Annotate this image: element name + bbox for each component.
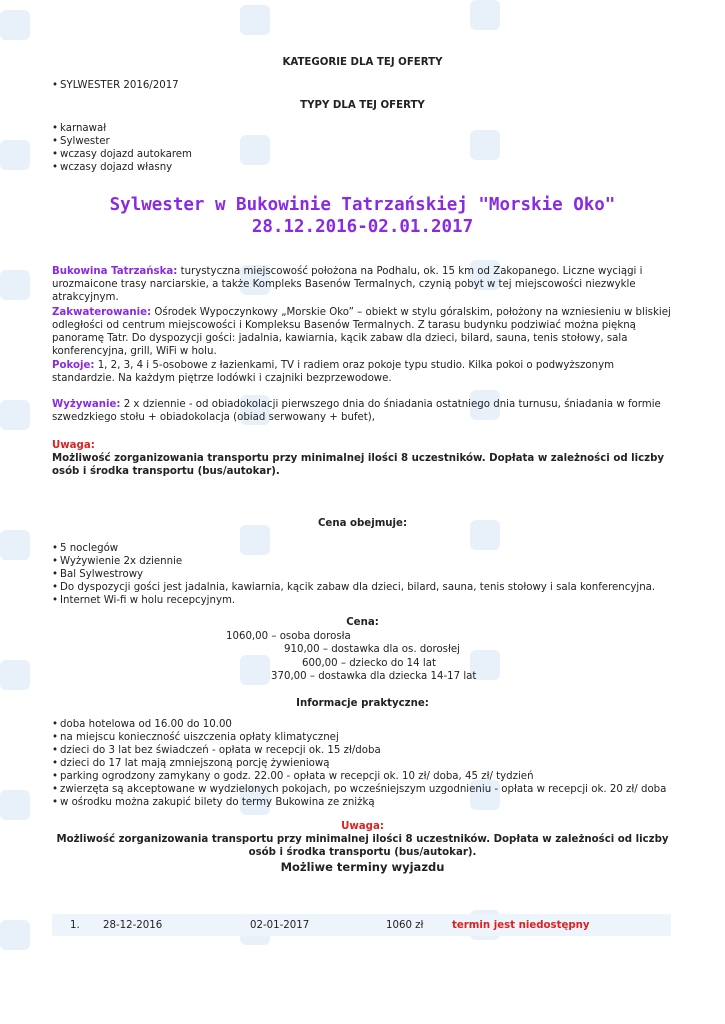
list-item: • na miejscu konieczność uiszczenia opłaty klimatycznej	[52, 731, 666, 744]
bukowina-text: turystyczna miejscowość położona na Podhalu, ok. 15 km od Zakopanego. Liczne wyciągi i urozmaicone trasy narciarskie, a także Kompleks Basenów Termalnych, czynią pobyt w tej miejscowości niezwykle atrakcyjnym.	[52, 266, 643, 303]
owl-logo-icon	[240, 135, 270, 165]
pokoje-paragraph	[52, 359, 673, 385]
list-item: • wczasy dojazd autokarem	[52, 148, 192, 161]
dates-table-row	[52, 914, 671, 936]
zakwaterowanie-paragraph	[52, 306, 673, 358]
owl-logo-icon	[0, 920, 30, 950]
owl-logo-icon	[240, 5, 270, 35]
row-price: 1060 zł	[386, 920, 424, 931]
uwaga-text: Możliwość zorganizowania transportu przy minimalnej ilości 8 uczestników. Dopłata w zależności od liczby osób i środka transportu (bus/autokar).	[52, 453, 665, 477]
list-item: • wczasy dojazd własny	[52, 161, 192, 174]
list-item: • Bal Sylwestrowy	[52, 568, 655, 581]
title-line-2: 28.12.2016-02.01.2017	[251, 217, 474, 237]
row-number: 1.	[70, 920, 80, 931]
pokoje-text: 1, 2, 3, 4 i 5-osobowe z łazienkami, TV i radiem oraz pokoje typu studio. Kilka pokoi o podwyższonym standardzie. Na każdym piętrze lodówki i czajniki bezprzewodowe.	[52, 360, 615, 384]
list-item: • Sylwester	[52, 135, 192, 148]
owl-logo-icon	[0, 140, 30, 170]
title-line-1: Sylwester w Bukowinie Tatrzańskiej "Morskie Oko"	[109, 195, 616, 215]
wyzywienie-paragraph	[52, 398, 673, 424]
categories-list	[52, 79, 179, 92]
owl-logo-icon	[0, 400, 30, 430]
list-item: • Internet Wi-fi w holu recepcyjnym.	[52, 594, 655, 607]
zakwaterowanie-label: Zakwaterowanie:	[52, 307, 152, 318]
owl-logo-icon	[240, 655, 270, 685]
price-line: 370,00 – dostawka dla dziecka 14-17 lat	[271, 671, 477, 682]
bukowina-paragraph	[52, 265, 673, 304]
uwaga-text: Możliwość zorganizowania transportu przy minimalnej ilości 8 uczestników. Dopłata w zależności od liczby osób i środka transportu (bus/autokar).	[56, 834, 669, 858]
zakwaterowanie-text: Ośrodek Wypoczynkowy „Morskie Oko” – obiekt w stylu góralskim, położony na wzniesieniu w bliskiej odległości od centrum miejscowości i Kompleksu Basenów Termalnych. Z tarasu budynku podziwiać można piękną panoramę Tatr. Do dyspozycji gości: jadalnia, kawiarnia, kącik zabaw dla dzieci, bilard, sauna, tenis stołowy, sala konferencyjna, grill, WiFi w holu.	[52, 307, 671, 357]
bukowina-label: Bukowina Tatrzańska:	[52, 266, 178, 277]
owl-logo-icon	[0, 660, 30, 690]
owl-logo-icon	[470, 0, 500, 30]
page-title	[0, 194, 725, 238]
practical-info-list	[52, 718, 666, 809]
wyzywienie-label: Wyżywanie:	[52, 399, 121, 410]
owl-logo-icon	[0, 790, 30, 820]
uwaga-note-2	[52, 820, 673, 859]
watermark-tile	[470, 120, 620, 190]
list-item: • dzieci do 3 lat bez świadczeń - opłata w recepcji ok. 15 zł/doba	[52, 744, 666, 757]
types-list	[52, 122, 192, 174]
list-item: • SYLWESTER 2016/2017	[52, 79, 179, 92]
watermark-tile	[470, 0, 620, 60]
price-line: 910,00 – dostawka dla os. dorosłej	[284, 644, 460, 655]
price-line: 600,00 – dziecko do 14 lat	[302, 658, 436, 669]
list-item: • doba hotelowa od 16.00 do 10.00	[52, 718, 666, 731]
practical-info-heading: Informacje praktyczne:	[296, 698, 429, 709]
uwaga-note-1	[52, 439, 677, 478]
types-heading: TYPY DLA TEJ OFERTY	[300, 100, 425, 111]
categories-heading: KATEGORIE DLA TEJ OFERTY	[282, 57, 443, 68]
pokoje-label: Pokoje:	[52, 360, 95, 371]
owl-logo-icon	[0, 530, 30, 560]
list-item: • zwierzęta są akceptowane w wydzielonych pokojach, po wcześniejszym uzgodnieniu - opłata w recepcji ok. 20 zł/ doba	[52, 783, 666, 796]
wyzywienie-text: 2 x dziennie - od obiadokolacji pierwszego dnia do śniadania ostatniego dnia turnusu, śniadania w formie szwedzkiego stołu + obiadokolacja (obiad serwowany + bufet),	[52, 399, 661, 423]
availability-status: termin jest niedostępny	[452, 920, 590, 931]
watermark-tile	[240, 125, 390, 195]
owl-logo-icon	[0, 10, 30, 40]
uwaga-label: Uwaga:	[52, 440, 95, 451]
price-includes-heading: Cena obejmuje:	[317, 518, 408, 529]
date-from: 28-12-2016	[103, 920, 163, 931]
price-includes-list	[52, 542, 655, 607]
uwaga-label: Uwaga:	[341, 821, 384, 832]
list-item: • parking ogrodzony zamykany o godz. 22.00 - opłata w recepcji ok. 10 zł/ doba, 45 zł/ tydzień	[52, 770, 666, 783]
price-heading: Cena:	[346, 617, 379, 628]
list-item: • 5 noclegów	[52, 542, 655, 555]
list-item: • dzieci do 17 lat mają zmniejszoną porcję żywieniową	[52, 757, 666, 770]
owl-logo-icon	[0, 270, 30, 300]
date-to: 02-01-2017	[250, 920, 310, 931]
list-item: • Do dyspozycji gości jest jadalnia, kawiarnia, kącik zabaw dla dzieci, bilard, sauna, tenis stołowy i sala konferencyjna.	[52, 581, 655, 594]
list-item: • karnawał	[52, 122, 192, 135]
price-line: 1060,00 – osoba dorosła	[226, 631, 351, 642]
owl-logo-icon	[470, 130, 500, 160]
list-item: • w ośrodku można zakupić bilety do termy Bukowina ze zniżką	[52, 796, 666, 809]
list-item: • Wyżywienie 2x dziennie	[52, 555, 655, 568]
available-dates-heading: Możliwe terminy wyjazdu	[280, 860, 445, 874]
